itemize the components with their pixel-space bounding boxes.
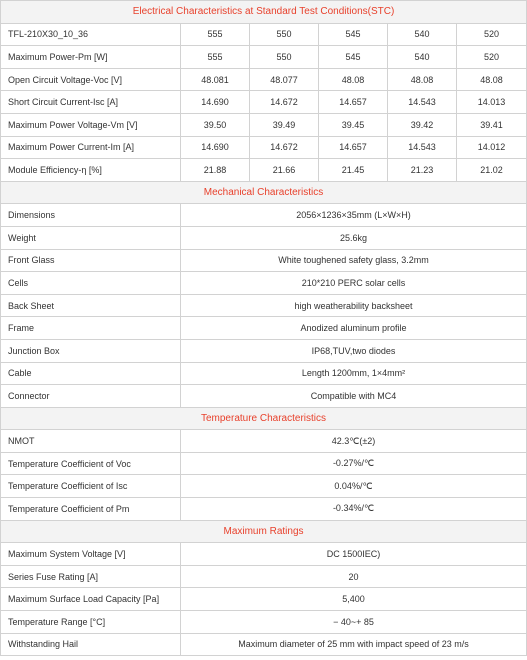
value-cell: 25.6kg: [181, 226, 527, 249]
table-row: [1, 633, 527, 656]
value-cell: 48.077: [250, 68, 319, 91]
table-row: [1, 588, 527, 611]
row-label: Maximum System Voltage [V]: [1, 543, 181, 566]
row-label: Cable: [1, 362, 181, 385]
value-cell: 14.543: [388, 91, 457, 114]
table-row: [1, 452, 527, 475]
table-row: [1, 46, 527, 69]
mechanical-section-title: Mechanical Characteristics: [203, 187, 324, 199]
table-row: [1, 68, 527, 91]
value-cell: 550: [250, 23, 319, 46]
value-cell: Length 1200mm, 1×4mm²: [181, 362, 527, 385]
value-cell: − 40~+ 85: [181, 611, 527, 634]
value-cell: 48.08: [319, 68, 388, 91]
row-label: Temperature Coefficient of Isc: [1, 475, 181, 498]
value-cell: 5,400: [181, 588, 527, 611]
table-row: [1, 565, 527, 588]
row-label: Dimensions: [1, 204, 181, 227]
table-row: [1, 294, 527, 317]
spec-table-body: [1, 1, 527, 656]
row-label: Back Sheet: [1, 294, 181, 317]
table-row: [1, 159, 527, 182]
row-label: Withstanding Hail: [1, 633, 181, 656]
row-label: Maximum Surface Load Capacity [Pa]: [1, 588, 181, 611]
value-cell: 14.690: [181, 136, 250, 159]
row-label: TFL-210X30_10_36: [1, 23, 181, 46]
table-row: [1, 317, 527, 340]
value-cell: 545: [319, 23, 388, 46]
value-cell: 14.012: [457, 136, 527, 159]
value-cell: 2056×1236×35mm (L×W×H): [181, 204, 527, 227]
table-row: [1, 249, 527, 272]
value-cell: 21.02: [457, 159, 527, 182]
value-cell: 21.88: [181, 159, 250, 182]
row-label: Weight: [1, 226, 181, 249]
temperature-section-header: [1, 407, 527, 430]
row-label: Junction Box: [1, 339, 181, 362]
row-label: Open Circuit Voltage-Voc [V]: [1, 68, 181, 91]
table-row: [1, 543, 527, 566]
value-cell: 520: [457, 46, 527, 69]
row-label: Cells: [1, 272, 181, 295]
value-cell: 48.08: [388, 68, 457, 91]
table-row: [1, 91, 527, 114]
table-row: [1, 362, 527, 385]
row-label: Maximum Power Current-Im [A]: [1, 136, 181, 159]
ratings-section-header: [1, 520, 527, 543]
value-cell: high weatherability backsheet: [181, 294, 527, 317]
value-cell: 550: [250, 46, 319, 69]
value-cell: -0.34%/℃: [181, 498, 527, 521]
value-cell: 14.013: [457, 91, 527, 114]
mechanical-section-header: [1, 181, 527, 204]
value-cell: 20: [181, 565, 527, 588]
row-label: Maximum Power Voltage-Vm [V]: [1, 113, 181, 136]
value-cell: 0.04%/℃: [181, 475, 527, 498]
table-row: [1, 498, 527, 521]
value-cell: Compatible with MC4: [181, 385, 527, 408]
value-cell: 39.45: [319, 113, 388, 136]
value-cell: 21.45: [319, 159, 388, 182]
value-cell: DC 1500IEC): [181, 543, 527, 566]
table-row: [1, 339, 527, 362]
table-row: [1, 475, 527, 498]
value-cell: 48.081: [181, 68, 250, 91]
value-cell: 540: [388, 23, 457, 46]
row-label: Temperature Coefficient of Voc: [1, 452, 181, 475]
value-cell: 14.657: [319, 91, 388, 114]
ratings-section-title: Maximum Ratings: [223, 525, 304, 537]
value-cell: 21.66: [250, 159, 319, 182]
table-row: [1, 113, 527, 136]
row-label: Frame: [1, 317, 181, 340]
value-cell: 14.690: [181, 91, 250, 114]
row-label: Maximum Power-Pm [W]: [1, 46, 181, 69]
value-cell: 42.3℃(±2): [181, 430, 527, 453]
value-cell: 555: [181, 23, 250, 46]
row-label: Module Efficiency-η [%]: [1, 159, 181, 182]
table-row: [1, 385, 527, 408]
temperature-section-title: Temperature Characteristics: [200, 412, 327, 424]
value-cell: 14.543: [388, 136, 457, 159]
value-cell: 14.672: [250, 136, 319, 159]
value-cell: 210*210 PERC solar cells: [181, 272, 527, 295]
value-cell: Anodized aluminum profile: [181, 317, 527, 340]
row-label: Series Fuse Rating [A]: [1, 565, 181, 588]
row-label: NMOT: [1, 430, 181, 453]
electrical-section-title: Electrical Characteristics at Standard Test Conditions(STC): [132, 6, 395, 18]
value-cell: 39.50: [181, 113, 250, 136]
value-cell: 555: [181, 46, 250, 69]
row-label: Temperature Coefficient of Pm: [1, 498, 181, 521]
value-cell: 21.23: [388, 159, 457, 182]
value-cell: 14.672: [250, 91, 319, 114]
value-cell: 520: [457, 23, 527, 46]
value-cell: 545: [319, 46, 388, 69]
value-cell: 14.657: [319, 136, 388, 159]
table-row: [1, 272, 527, 295]
table-row: [1, 611, 527, 634]
row-label: Connector: [1, 385, 181, 408]
row-label: Short Circuit Current-Isc [A]: [1, 91, 181, 114]
value-cell: 39.42: [388, 113, 457, 136]
row-label: Front Glass: [1, 249, 181, 272]
table-row: [1, 23, 527, 46]
value-cell: 39.41: [457, 113, 527, 136]
value-cell: -0.27%/℃: [181, 452, 527, 475]
value-cell: Maximum diameter of 25 mm with impact speed of 23 m/s: [181, 633, 527, 656]
row-label: Temperature Range [°C]: [1, 611, 181, 634]
table-row: [1, 204, 527, 227]
table-row: [1, 430, 527, 453]
value-cell: White toughened safety glass, 3.2mm: [181, 249, 527, 272]
value-cell: 39.49: [250, 113, 319, 136]
electrical-section-header: [1, 1, 527, 24]
table-row: [1, 136, 527, 159]
value-cell: 540: [388, 46, 457, 69]
table-row: [1, 226, 527, 249]
value-cell: 48.08: [457, 68, 527, 91]
value-cell: IP68,TUV,two diodes: [181, 339, 527, 362]
